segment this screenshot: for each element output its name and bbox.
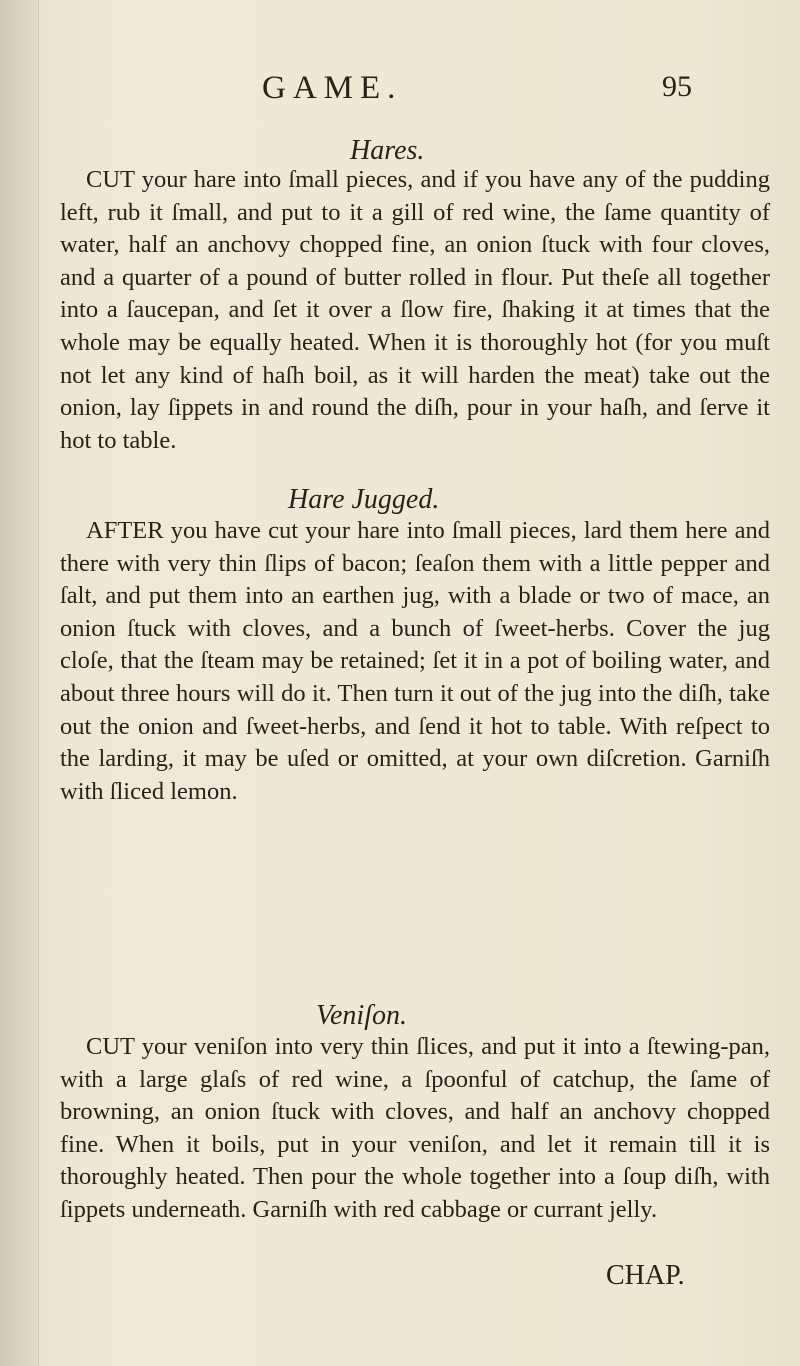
catchword: CHAP.: [606, 1260, 685, 1291]
page-gutter: [0, 0, 39, 1366]
page-number: 95: [662, 70, 692, 103]
running-head: [0, 70, 800, 110]
section-heading-venison: Veniſon.: [316, 1000, 407, 1031]
section-heading-hare-jugged: Hare Jugged.: [288, 484, 440, 515]
section-text-hare-jugged: AFTER you have cut your hare into ſmall pieces, lard them here and there with very thin ſlips of bacon; ſeaſon them with a little pepper and ſalt, and put them into an earthen jug, with a blade or two of mace, an onion ſtuck with cloves, and a bunch of ſweet-herbs. Cover the jug cloſe, that the ſteam may be retained; ſet it in a pot of boiling water, and about three hours will do it. Then turn it out of the jug into the diſh, take out the onion and ſweet-herbs, and ſend it hot to table. With reſpect to the larding, it may be uſed or omitted, at your own diſcretion. Garniſh with ſliced lemon.: [60, 517, 770, 805]
section-text-venison: CUT your veniſon into very thin ſlices, and put it into a ſtewing-pan, with a large glaſs of red wine, a ſpoonful of catchup, the ſame of browning, an onion ſtuck with cloves, and half an anchovy chopped fine. When it boils, put in your veniſon, and let it remain till it is thoroughly heated. Then pour the whole together into a ſoup diſh, with ſippets underneath. Garniſh with red cabbage or currant jelly.: [60, 1033, 770, 1223]
section-text-hares: CUT your hare into ſmall pieces, and if you have any of the pudding left, rub it ſmall, and put to it a gill of red wine, the ſame quantity of water, half an anchovy chopped fine, an onion ſtuck with four cloves, and a quarter of a pound of butter rolled in flour. Put theſe all together into a ſaucepan, and ſet it over a ſlow fire, ſhaking it at times that the whole may be equally heated. When it is thoroughly hot (for you muſt not let any kind of haſh boil, as it will harden the meat) take out the onion, lay ſippets in and round the diſh, pour in your haſh, and ſerve it hot to table.: [60, 166, 770, 454]
running-head-title: GAME.: [262, 70, 403, 106]
section-heading-hares: Hares.: [350, 135, 425, 166]
